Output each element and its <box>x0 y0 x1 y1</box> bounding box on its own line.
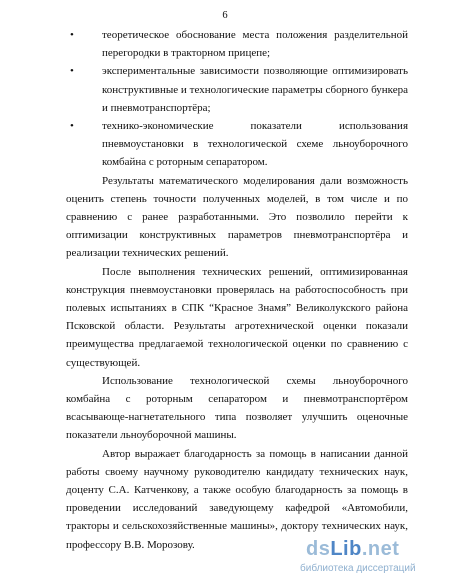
bullet-text: теоретическое обоснование места положения разделительной перегородки в тракторном прицепе; <box>102 29 408 60</box>
bullet-text: технико-экономические показатели использования пневмоустановки в технологической схеме льноуборочного комбайна с роторным сепаратором. <box>102 120 408 169</box>
watermark-lib: Lib <box>330 538 362 560</box>
bullet-item <box>66 26 408 62</box>
watermark-logo <box>300 536 440 580</box>
paragraph-testing: После выполнения технических решений, оптимизированная конструкция пневмоустановки проверялась на работоспособность при полевых испытаниях в СПК “Красное Знамя” Великолукского района Псковской области. Результаты агротехнической оценки показали преимущества предлагаемой технологической оценки по сравнению с существующей. <box>66 265 408 369</box>
bullet-list <box>66 26 408 172</box>
watermark-ds: ds <box>306 538 331 560</box>
bullet-icon: • <box>70 65 74 78</box>
bullet-item <box>66 62 408 117</box>
bullet-item <box>66 117 408 172</box>
paragraph-results: Результаты математического моделирования дали возможность оценить степень точности полученных моделей, в том числе и по сравнению с ранее разработанными. Это позволило перейти к оптимизации конструктивных параметров пневмотранспортёра и реализации технических решений. <box>66 174 408 260</box>
bullet-text: экспериментальные зависимости позволяющие оптимизировать конструктивные и технологические параметры сборного бункера и пневмотранспортёра; <box>102 65 408 114</box>
watermark-net: .net <box>361 538 400 560</box>
paragraph-conclusion: Использование технологической схемы льноуборочного комбайна с роторным сепаратором и пневмотранспортёром всасывающе-нагнетательного типа позволяет улучшить оценочные показатели льноуборочной машины. <box>66 374 408 442</box>
bullet-icon: • <box>70 29 74 41</box>
watermark-brand <box>306 538 399 561</box>
bullet-icon: • <box>70 120 74 133</box>
document-body <box>66 26 408 554</box>
page-number: 6 <box>222 10 228 21</box>
paragraph-acknowledgement: Автор выражает благодарность за помощь в написании данной работы своему научному руководителю кандидату технических наук, доценту С.А. Катченкову, а также особую благодарность за помощь в проведении исследований заведующему кафедрой «Автомобили, тракторы и сельскохозяйственные машины», доктору технических наук, профессору В.В. Морозову. <box>66 447 408 551</box>
watermark-caption: библиотека диссертаций <box>300 563 416 574</box>
